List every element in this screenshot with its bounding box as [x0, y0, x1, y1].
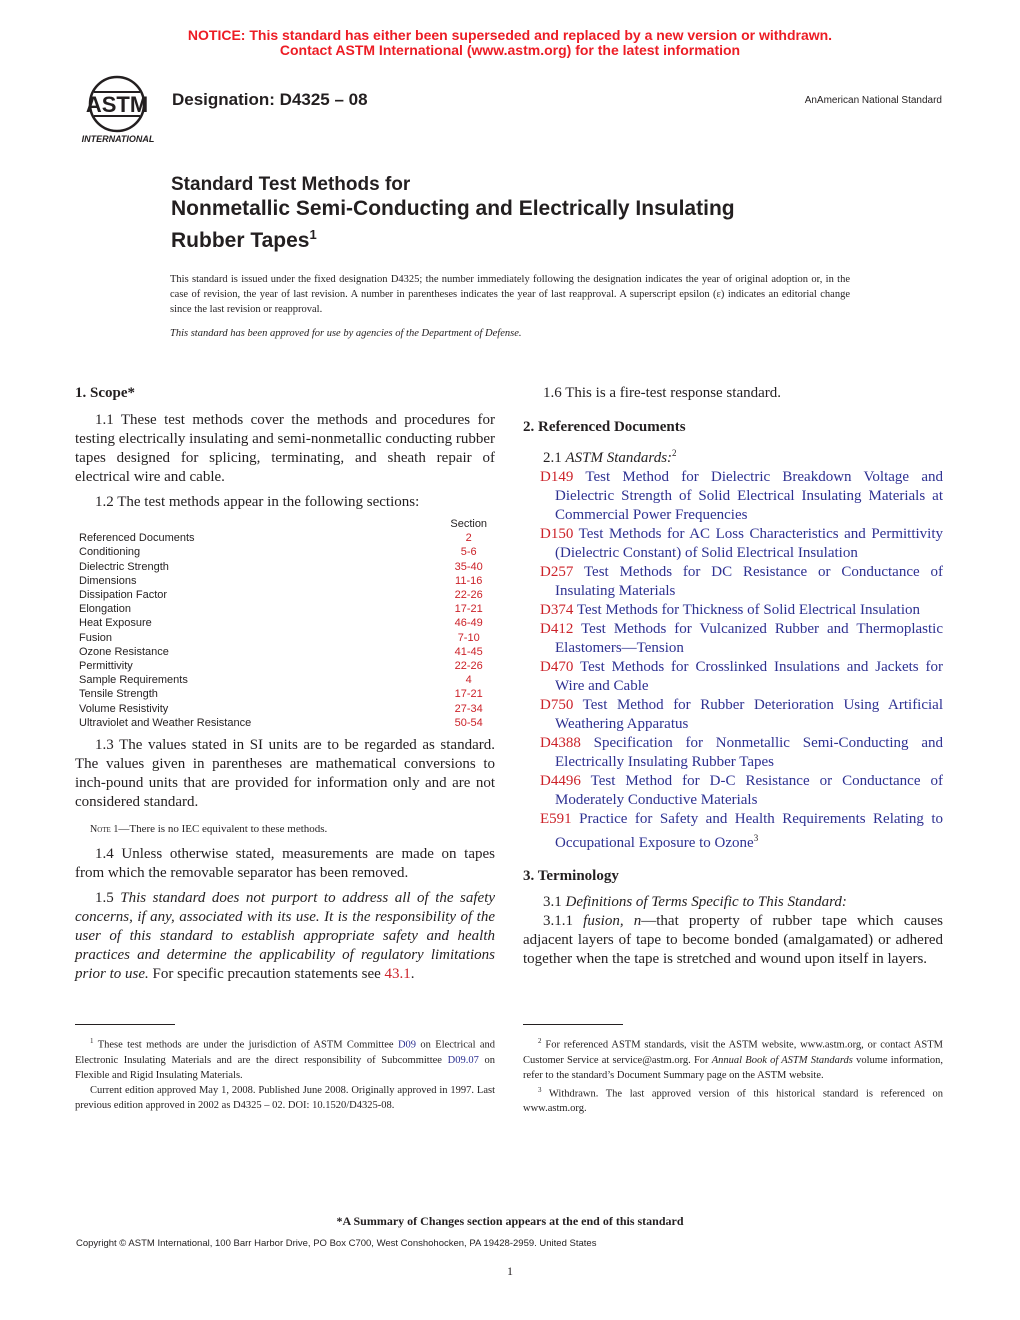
document-title: [171, 174, 735, 254]
reference-title-link[interactable]: Practice for Safety and Health Requirements Relating to Occupational Exposure to Ozone: [555, 811, 944, 851]
reference-title-link[interactable]: Test Methods for Thickness of Solid Electrical Insulation: [576, 602, 921, 618]
reference-item: [523, 468, 943, 525]
reference-code-link[interactable]: D149: [540, 469, 574, 485]
dod-approval: This standard has been approved for use by agencies of the Department of Defense.: [170, 328, 522, 339]
section-label: Tensile Strength: [79, 688, 158, 701]
section-number-link[interactable]: 7-10: [457, 631, 480, 644]
section-label: Dielectric Strength: [79, 560, 169, 573]
footnotes-left: [75, 1034, 495, 1113]
american-national-standard: AnAmerican National Standard: [804, 95, 942, 106]
astm-logo-icon: [72, 74, 162, 146]
note-1: [75, 820, 495, 839]
section-number-link[interactable]: 35-40: [454, 560, 483, 573]
para-1-3: 1.3 The values stated in SI units are to be regarded as standard. The values given in parentheses are mathematical conversions to inch-pound units that are provided for information only and are not considered standard.: [75, 737, 495, 811]
para-1-5-num: 1.5: [95, 890, 114, 907]
table-row: [79, 560, 499, 574]
refdocs-heading: 2. Referenced Documents: [523, 419, 686, 435]
reference-code-link[interactable]: D4496: [540, 773, 581, 789]
section-number-link[interactable]: 22-26: [454, 660, 483, 673]
section-label: Fusion: [79, 631, 113, 644]
para-3-1-1-text: —that property of rubber tape which causes adjacent layers of tape to become bonded (amalgamated) or adhered together when the tape is stretched and wound upon itself in layers.: [523, 913, 943, 967]
section-number-link[interactable]: 27-34: [454, 702, 483, 715]
fn1-text-c: on Flexible and Rigid Insulating Materials.: [75, 1054, 495, 1081]
reference-title-link[interactable]: Test Methods for Crosslinked Insulations and Jackets for Wire and Cable: [555, 659, 944, 694]
para-1-5-italic: This standard does not purport to address all of the safety concerns, if any, associated with its use. It is the responsibility of the user of this standard to establish appropriate safety and health practices and determine the applicability of regulatory limitations prior to use.: [75, 890, 496, 983]
section-column-header: Section: [450, 518, 488, 530]
svg-text:INTERNATIONAL: INTERNATIONAL: [81, 134, 155, 144]
fn3-text: Withdrawn. The last approved version of this historical standard is referenced on www.astm.org.: [523, 1088, 943, 1114]
summary-of-changes-note: *A Summary of Changes section appears at the end of this standard: [336, 1214, 684, 1228]
para-2-1-num: 2.1: [543, 450, 562, 466]
reference-code-link[interactable]: D470: [540, 659, 574, 675]
link-d09-07[interactable]: D09.07: [447, 1054, 479, 1066]
fn-2-mark[interactable]: 2: [672, 448, 677, 458]
fn1-mark: 1: [90, 1037, 94, 1045]
section-number-link[interactable]: 11-16: [455, 574, 483, 587]
reference-title-link[interactable]: Specification for Nonmetallic Semi-Conducting and Electrically Insulating Rubber Tapes: [555, 735, 943, 770]
footnote-2: [523, 1034, 943, 1083]
reference-title-link[interactable]: Test Methods for DC Resistance or Conductance of Insulating Materials: [555, 564, 943, 599]
reference-code-link[interactable]: D750: [540, 697, 574, 713]
footnotes-right: [523, 1034, 943, 1116]
table-row: [79, 716, 499, 730]
svg-text:ASTM: ASTM: [85, 92, 149, 117]
terminology-heading: 3. Terminology: [523, 868, 619, 884]
footnote-3: [523, 1083, 943, 1117]
para-3-1-1: [523, 912, 943, 969]
copyright: Copyright © ASTM International, 100 Barr Harbor Drive, PO Box C700, West Conshohocken, PA 19428-2959. United States: [76, 1238, 597, 1249]
reference-code-link[interactable]: D257: [540, 564, 574, 580]
note-label: Note 1: [90, 824, 119, 836]
section-number-link[interactable]: 41-45: [454, 645, 483, 658]
fn2-mark: 2: [538, 1037, 542, 1045]
para-3-1-text: Definitions of Terms Specific to This Standard:: [565, 894, 847, 910]
section-number-link[interactable]: 50-54: [454, 716, 483, 729]
table-row: [79, 659, 499, 673]
reference-code-link[interactable]: D374: [540, 602, 574, 618]
link-43-1[interactable]: 43.1: [384, 966, 411, 983]
section-label: Dissipation Factor: [79, 589, 168, 602]
reference-item: [523, 525, 943, 563]
notice-line-1: NOTICE: This standard has either been superseded and replaced by a new version or withdrawn.: [187, 27, 833, 43]
title-line-3-text: Rubber Tapes: [171, 229, 310, 252]
title-line-1: Standard Test Methods for: [171, 174, 411, 195]
section-label: Dimensions: [79, 574, 137, 587]
para-2-1-label: ASTM Standards:: [565, 450, 673, 466]
reference-title-link[interactable]: Test Method for Dielectric Breakdown Voltage and Dielectric Strength of Solid Electrical Insulating Materials at Commercial Power Frequencies: [555, 469, 943, 523]
section-label: Permittivity: [79, 660, 133, 673]
title-footnote-mark[interactable]: 1: [309, 227, 317, 242]
section-number-link[interactable]: 2: [465, 532, 472, 545]
para-1-4: 1.4 Unless otherwise stated, measurements are made on tapes from which the removable separator has been removed.: [75, 846, 495, 882]
para-1-2: 1.2 The test methods appear in the following sections:: [95, 494, 420, 510]
table-row: [79, 645, 499, 659]
fn2-italic: Annual Book of ASTM Standards: [711, 1054, 853, 1066]
fn3-mark: 3: [538, 1085, 542, 1094]
astm-logo: [72, 74, 162, 146]
fn2-text-b: volume information, refer to the standard’s Document Summary page on the ASTM website.: [523, 1054, 943, 1081]
reference-code-link[interactable]: D412: [540, 621, 574, 637]
para-1-5-rest: For specific precaution statements see: [152, 966, 381, 983]
table-row: [79, 531, 499, 545]
reference-item: [523, 734, 943, 772]
section-label: Heat Exposure: [79, 617, 152, 630]
section-label: Volume Resistivity: [79, 702, 169, 715]
reference-item: [523, 772, 943, 810]
section-label: Elongation: [79, 603, 131, 616]
section-number-link[interactable]: 5-6: [460, 546, 477, 559]
table-header-row: [79, 517, 499, 531]
footnote-rule-left: [75, 1024, 175, 1025]
reference-title-link[interactable]: Test Methods for AC Loss Characteristics and Permittivity (Dielectric Constant) of Solid Electrical Insulation: [555, 526, 943, 561]
section-label: Conditioning: [79, 546, 141, 559]
table-row: [79, 702, 499, 716]
section-number-link[interactable]: 17-21: [454, 688, 483, 701]
para-1-6: 1.6 This is a fire-test response standard.: [543, 385, 782, 401]
reference-item: [523, 810, 943, 853]
title-line-3: [171, 222, 735, 254]
term-fusion: fusion, n: [583, 913, 642, 929]
scope-heading: 1. Scope*: [75, 385, 135, 401]
footnote-rule-right: [523, 1024, 623, 1025]
sections-table: [79, 517, 499, 730]
table-row: [79, 545, 499, 559]
left-column: [75, 384, 495, 984]
reference-title-link[interactable]: Test Method for D-C Resistance or Conductance of Moderately Conductive Materials: [555, 773, 944, 808]
section-label: Ozone Resistance: [79, 645, 169, 658]
reference-item: [523, 620, 943, 658]
reference-item: [523, 601, 943, 620]
para-3-1: [523, 893, 943, 912]
table-row: [79, 687, 499, 701]
notice-line-2: Contact ASTM International (www.astm.org) for the latest information: [279, 42, 741, 58]
fn2-text-a: For referenced ASTM standards, visit the ASTM website, www.astm.org, or contact ASTM Customer Service at service@astm.org. For: [523, 1039, 943, 1066]
para-1-5: 1.5 This standard does not purport to address all of the safety concerns, if any, associated with its use. It is the responsibility of the user of this standard to establish appropriate safety and health practices and determine the applicability of regulatory limitations prior to use. For specific precaution statements see 43.1.: [75, 890, 496, 983]
footnote-1-edition: Current edition approved May 1, 2008. Published June 2008. Originally approved in 1997. Last previous edition approved in 2002 as D4325 – 02. DOI: 10.1520/D4325-08.: [75, 1084, 495, 1111]
section-number-link[interactable]: 4: [465, 674, 472, 687]
reference-title-link[interactable]: Test Method for Rubber Deterioration Using Artificial Weathering Apparatus: [555, 697, 944, 732]
link-d09[interactable]: D09: [397, 1039, 417, 1051]
note-text: —There is no IEC equivalent to these methods.: [118, 823, 328, 836]
title-line-2: Nonmetallic Semi-Conducting and Electrically Insulating: [171, 197, 735, 220]
reference-item: [523, 658, 943, 696]
section-label: Ultraviolet and Weather Resistance: [79, 716, 252, 729]
section-label: Referenced Documents: [79, 532, 195, 545]
intro-paragraph: This standard is issued under the fixed designation D4325; the number immediately following the designation indicates the year of original adoption or, in the case of revision, the year of last revision. A number in parentheses indicates the year of last reapproval. A superscript epsilon (ε) indicates an editorial change since the last revision or reapproval.: [170, 274, 850, 315]
withdrawal-notice: [0, 28, 1020, 58]
table-row: [79, 631, 499, 645]
reference-code-link[interactable]: D150: [540, 526, 574, 542]
fn1-text-a: These test methods are under the jurisdiction of ASTM Committee: [97, 1039, 394, 1051]
table-row: [79, 588, 499, 602]
table-row: [79, 602, 499, 616]
reference-item: [523, 563, 943, 601]
section-label: Sample Requirements: [79, 674, 188, 687]
fn1-text-b: on Electrical and Electronic Insulating Materials and are the direct responsibility of Subcommittee: [75, 1039, 496, 1066]
para-3-1-num: 3.1: [543, 894, 562, 910]
footnote-1: [75, 1034, 495, 1083]
section-number-link[interactable]: 22-26: [454, 589, 483, 602]
table-row: [79, 673, 499, 687]
reference-code-link[interactable]: D4388: [540, 735, 581, 751]
reference-item: [523, 696, 943, 734]
reference-code-link[interactable]: E591: [540, 811, 572, 827]
reference-list: [523, 468, 943, 853]
table-row: [79, 574, 499, 588]
table-row: [79, 616, 499, 630]
reference-title-link[interactable]: Test Methods for Vulcanized Rubber and Thermoplastic Elastomers—Tension: [555, 621, 944, 656]
designation: Designation: D4325 – 08: [172, 90, 368, 109]
page-number: 1: [507, 1264, 513, 1278]
section-number-link[interactable]: 17-21: [454, 603, 483, 616]
right-column: [523, 384, 943, 969]
reference-footnote-mark[interactable]: 3: [753, 833, 759, 843]
para-2-1: [523, 444, 943, 468]
para-3-1-1-num: 3.1.1: [543, 913, 573, 929]
para-1-1: 1.1 These test methods cover the methods and procedures for testing electrically insulating and semi-nonmetallic conducting rubber tapes designed for splicing, terminating, and sheath repair of electrical wire and cable.: [75, 412, 495, 485]
section-number-link[interactable]: 46-49: [454, 617, 483, 630]
